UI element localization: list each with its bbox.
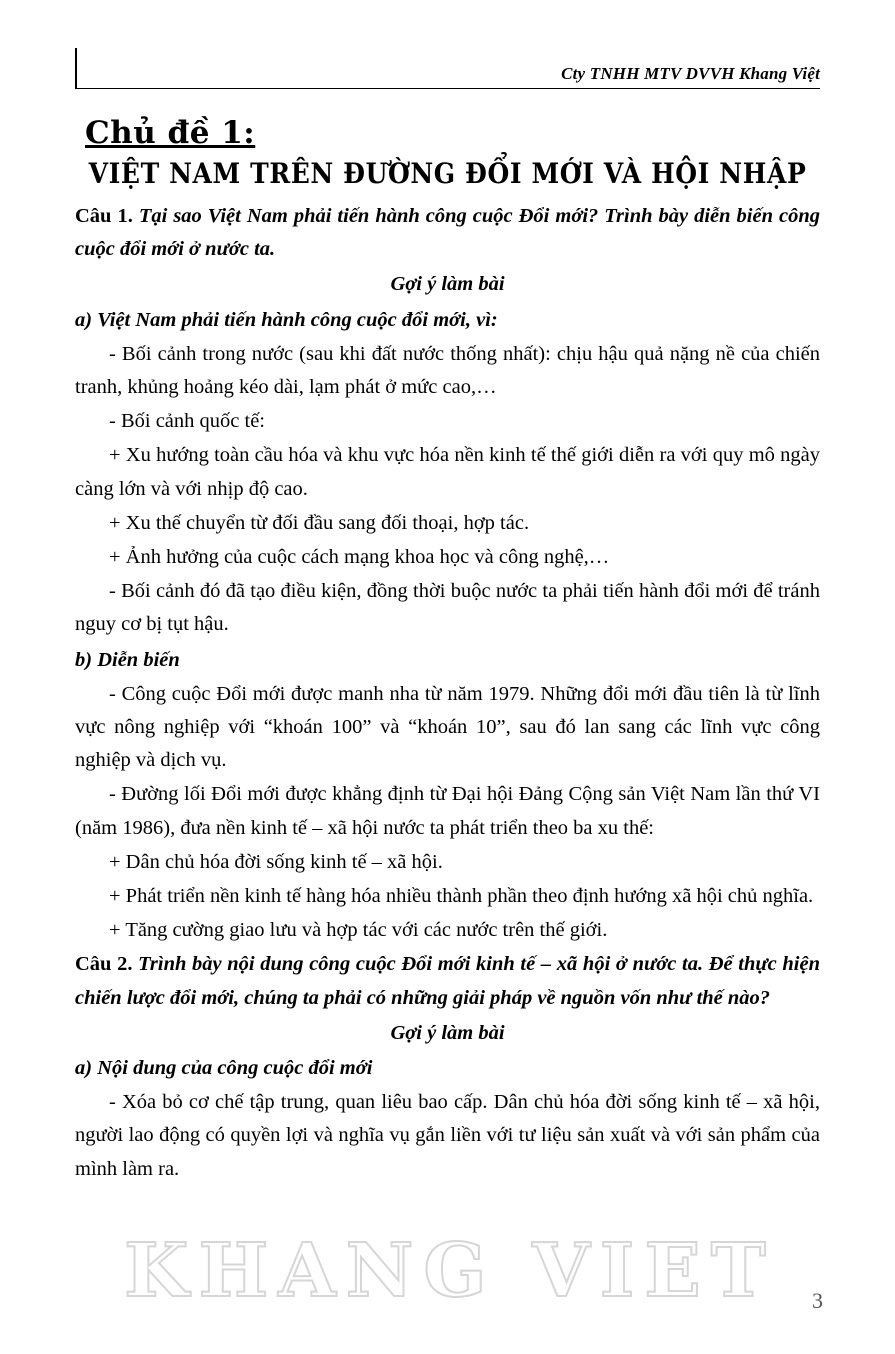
question-1-section-b-paragraph-5: + Tăng cường giao lưu và hợp tác với các nước trên thế giới. (109, 919, 608, 942)
question-1-section-a-paragraph-5: + Ảnh hưởng của cuộc cách mạng khoa học và công nghệ,… (109, 546, 610, 569)
header-left-rule (75, 48, 77, 88)
question-1-section-b-heading: b) Diễn biến (75, 648, 180, 671)
question-1-section-a-paragraph-6: - Bối cảnh đó đã tạo điều kiện, đồng thời buộc nước ta phải tiến hành đổi mới để tránh nguy cơ bị tụt hậu. (75, 580, 820, 636)
question-1-heading (75, 200, 820, 266)
question-1-section-a-paragraph-3: + Xu hướng toàn cầu hóa và khu vực hóa nền kinh tế thế giới diễn ra với quy mô ngày càng lớn và với nhịp độ cao. (75, 444, 820, 500)
question-1-section-a-paragraph-1: - Bối cảnh trong nước (sau khi đất nước thống nhất): chịu hậu quả nặng nề của chiến tranh, khủng hoảng kéo dài, lạm phát ở mức cao,… (75, 342, 820, 399)
question-1-section-a-heading: a) Việt Nam phải tiến hành công cuộc đổi mới, vì: (75, 308, 498, 331)
question-2-hint-heading: Gợi ý làm bài (390, 1021, 505, 1044)
question-1-section-b-paragraph-3: + Dân chủ hóa đời sống kinh tế – xã hội. (109, 850, 443, 873)
question-2-section-a-heading: a) Nội dung của công cuộc đổi mới (75, 1057, 373, 1080)
question-1-section-b-paragraph-4: + Phát triển nền kinh tế hàng hóa nhiều thành phần theo định hướng xã hội chủ nghĩa. (109, 885, 814, 908)
question-1-section-b-paragraph-1: - Công cuộc Đổi mới được manh nha từ năm 1979. Những đổi mới đầu tiên là từ lĩnh vực nông nghiệp với “khoán 100” và “khoán 10”, sau đó lan sang các lĩnh vực công nghiệp và dịch vụ. (75, 682, 820, 772)
question-1-section-b-paragraph-2: - Đường lối Đổi mới được khẳng định từ Đại hội Đảng Cộng sản Việt Nam lần thứ VI (năm 1986), đưa nền kinh tế – xã hội nước ta phát triển theo ba xu thế: (75, 783, 820, 839)
question-1-label: Câu 1. (75, 205, 133, 227)
question-2-text: Trình bày nội dung công cuộc Đổi mới kinh tế – xã hội ở nước ta. Để thực hiện chiến lược đổi mới, chúng ta phải có những giải pháp về nguồn vốn như thế nào? (75, 953, 820, 1009)
watermark: KHANG VIET (124, 1228, 776, 1314)
question-2-label: Câu 2. (75, 953, 133, 976)
question-2-section-a-paragraph-1: - Xóa bỏ cơ chế tập trung, quan liêu bao cấp. Dân chủ hóa đời sống kinh tế – xã hội, người lao động có quyền lợi và nghĩa vụ gắn liền với tư liệu sản xuất và với sản phẩm của mình làm ra. (75, 1091, 820, 1180)
page-header (75, 48, 820, 89)
page-number: 3 (812, 1288, 823, 1313)
page-content (75, 48, 820, 1187)
question-1-section-a-paragraph-2: - Bối cảnh quốc tế: (109, 410, 265, 433)
chapter-title: Chủ đề 1: (85, 115, 256, 151)
question-1-text: Tại sao Việt Nam phải tiến hành công cuộc Đổi mới? Trình bày diễn biến công cuộc đổi mới ở nước ta. (75, 205, 820, 261)
publisher-name: Cty TNHH MTV DVVH Khang Việt (561, 64, 820, 83)
question-1-hint-heading: Gợi ý làm bài (390, 273, 505, 296)
question-2-heading (75, 948, 820, 1014)
question-1-section-a-paragraph-4: + Xu thế chuyển từ đối đầu sang đối thoại, hợp tác. (109, 511, 530, 534)
page-title: VIỆT NAM TRÊN ĐƯỜNG ĐỔI MỚI VÀ HỘI NHẬP (88, 157, 807, 190)
